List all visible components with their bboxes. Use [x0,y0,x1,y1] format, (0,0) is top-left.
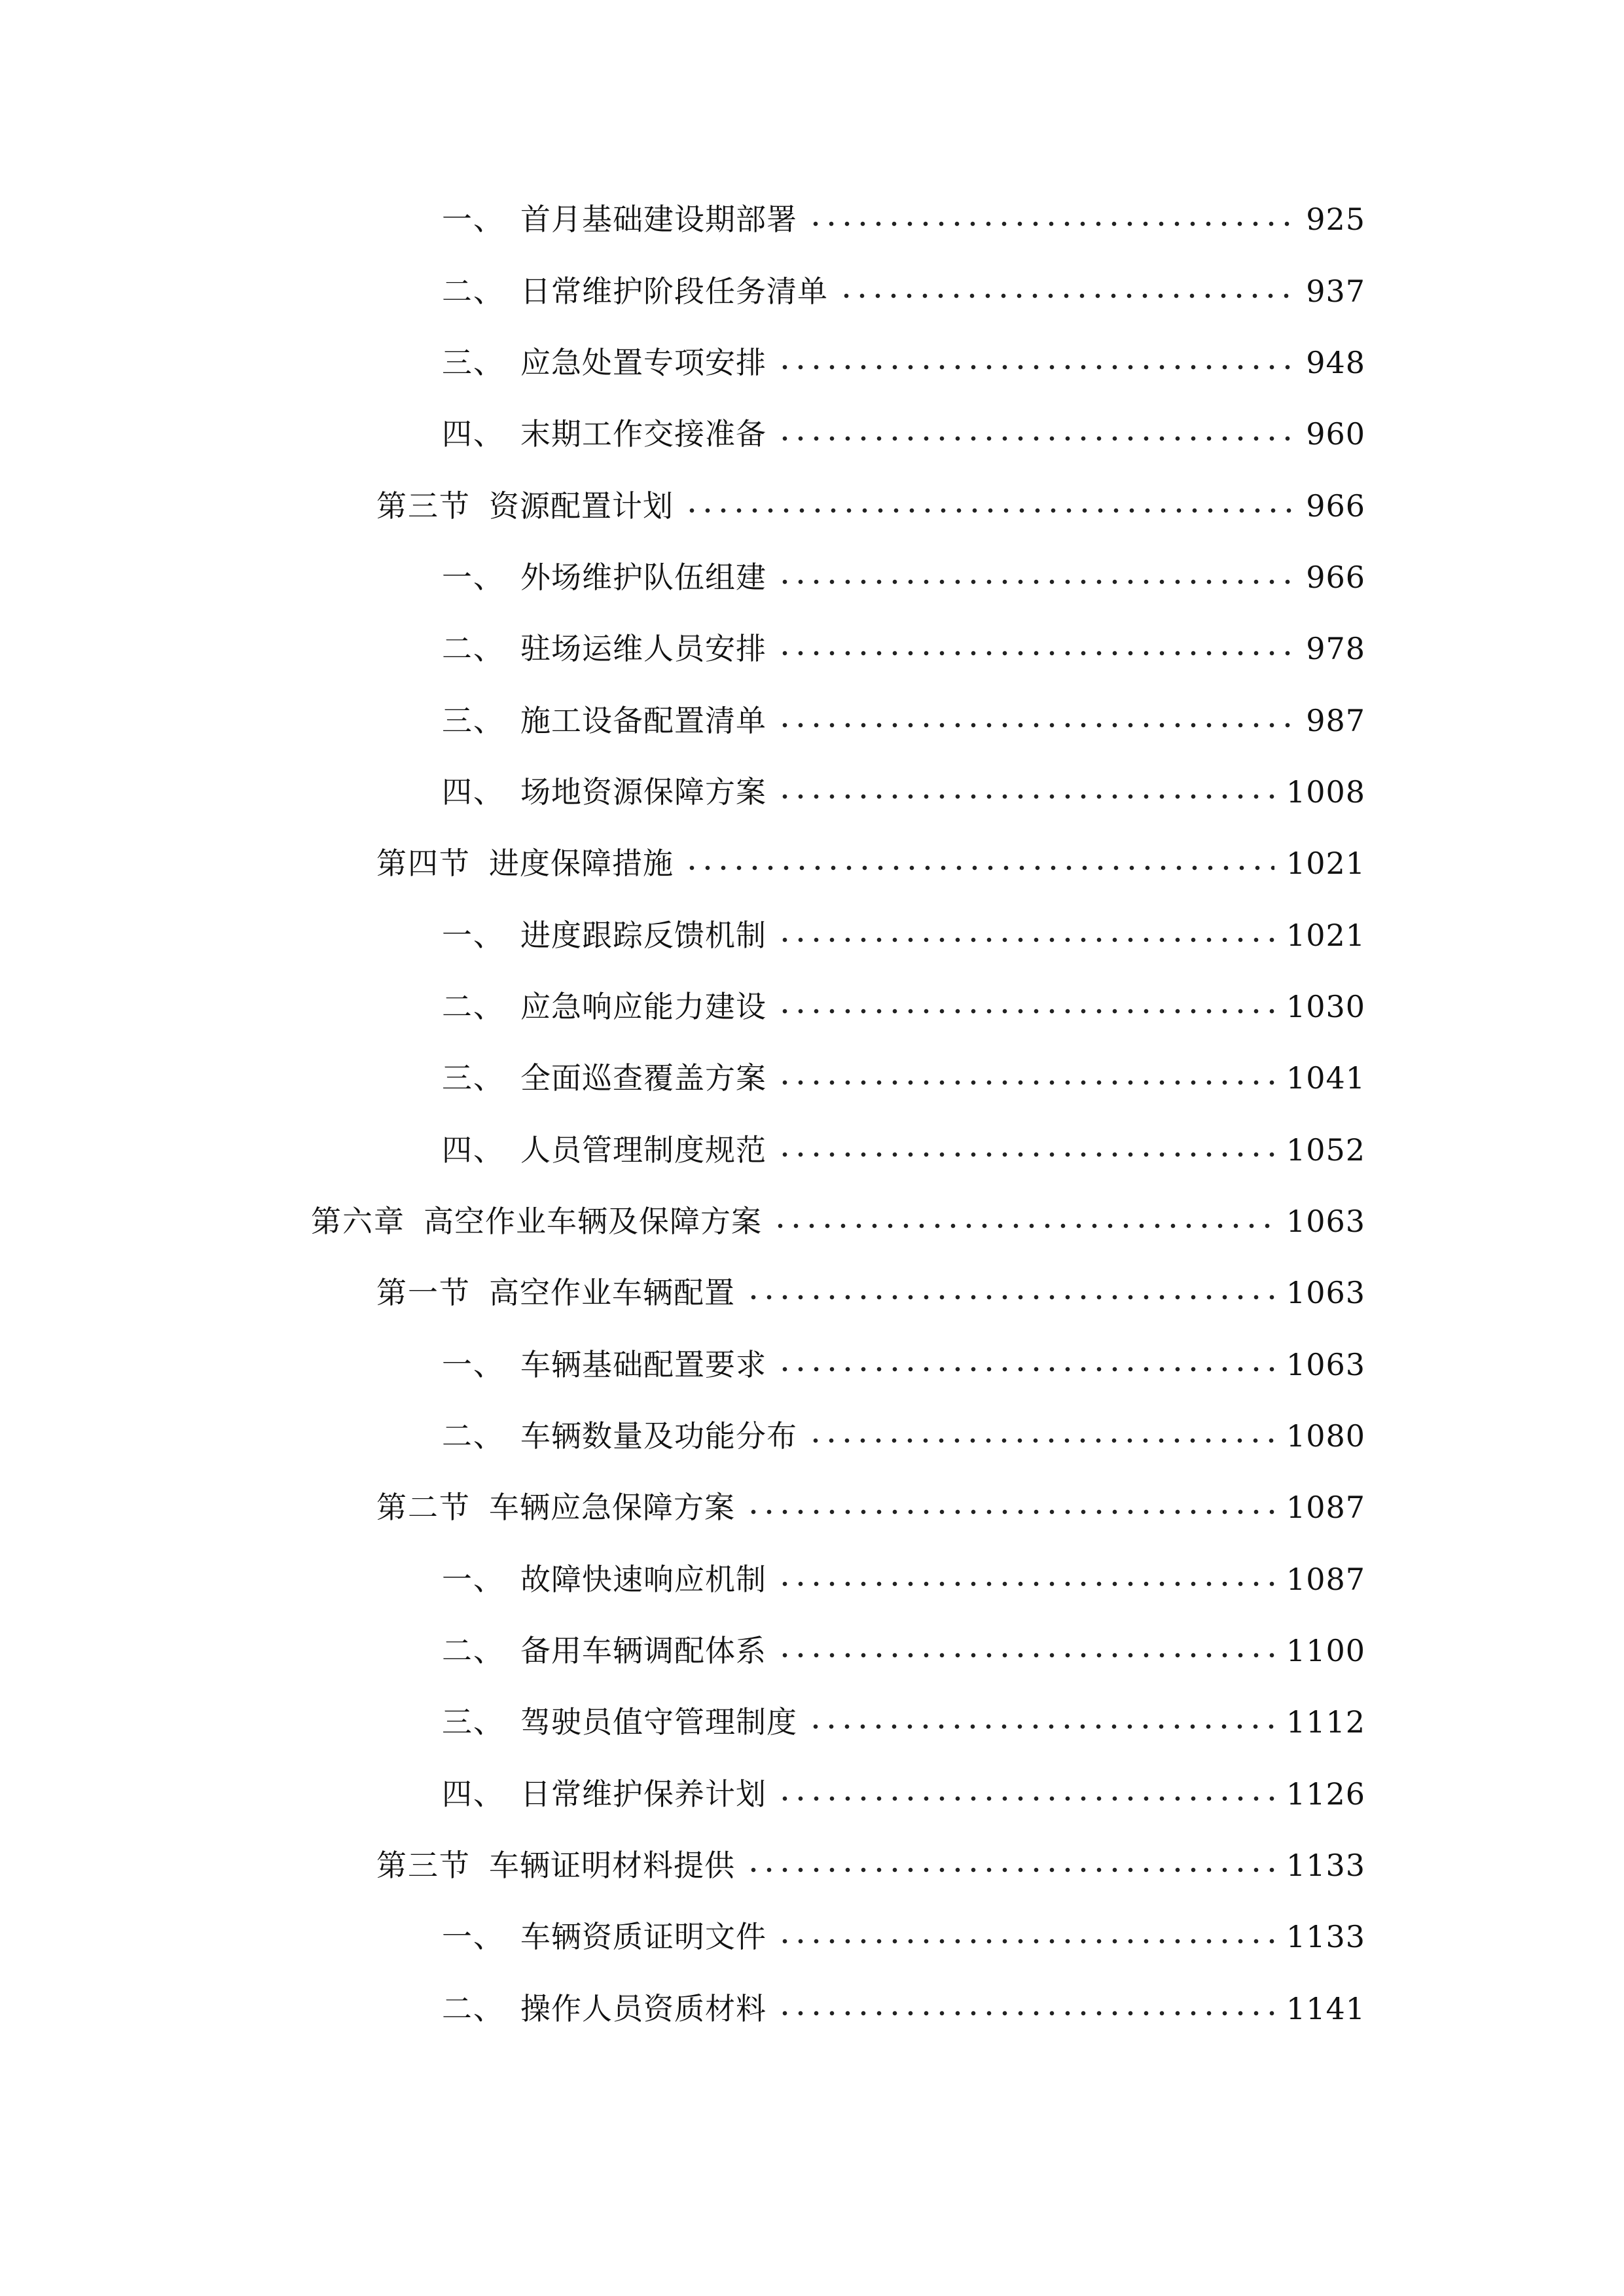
toc-entry[interactable] [376,831,1365,896]
toc-entry-number: 二、 [442,1991,505,2026]
toc-entry[interactable] [376,1833,1365,1898]
toc-entry[interactable] [442,401,1365,467]
toc-entry-label [376,1490,735,1525]
toc-entry[interactable] [442,1976,1365,2041]
toc-dot-leader [777,579,1294,584]
toc-page-number: 1133 [1286,1848,1365,1883]
toc-entry-number: 一、 [442,560,505,595]
toc-dot-leader [777,1796,1274,1801]
toc-entry-number: 四、 [442,774,505,810]
toc-entry[interactable] [442,1045,1365,1111]
toc-entry-label [442,202,797,237]
toc-entry-number: 二、 [442,989,505,1024]
toc-entry-number: 一、 [442,1347,505,1382]
toc-entry[interactable] [442,1618,1365,1683]
toc-page-number: 1063 [1286,1275,1365,1310]
toc-entry-title: 操作人员资质材料 [520,1991,767,2026]
toc-entry-number: 三、 [442,345,505,380]
toc-dot-leader [772,1223,1274,1229]
toc-page-number: 1030 [1286,989,1365,1024]
toc-entry-title: 日常维护保养计划 [520,1776,767,1812]
toc-entry-title: 日常维护阶段任务清单 [520,274,828,309]
toc-entry-label [311,1204,762,1239]
toc-entry-title: 车辆资质证明文件 [520,1919,767,1954]
toc-entry-label [442,1060,767,1096]
toc-entry-title: 高空作业车辆配置 [489,1275,735,1310]
toc-dot-leader [684,865,1274,870]
toc-entry-number: 一、 [442,202,505,237]
toc-entry[interactable] [311,1189,1365,1254]
toc-dot-leader [777,794,1274,799]
toc-entry-label [376,1848,735,1883]
toc-entry[interactable] [376,473,1365,539]
toc-page-number: 1087 [1286,1490,1365,1525]
toc-entry-title: 应急响应能力建设 [520,989,767,1024]
toc-entry[interactable] [442,1403,1365,1469]
toc-entry-label [442,1704,797,1740]
toc-entry-title: 场地资源保障方案 [520,774,767,810]
toc-entry-title: 末期工作交接准备 [520,416,767,452]
toc-page-number: 960 [1306,416,1365,452]
toc-entry-title: 车辆基础配置要求 [520,1347,767,1382]
toc-dot-leader [777,651,1294,656]
toc-entry-label [442,1776,767,1812]
toc-page-number: 1063 [1286,1204,1365,1239]
toc-entry-title: 资源配置计划 [489,488,674,524]
toc-entry-title: 车辆证明材料提供 [489,1848,735,1883]
toc-entry[interactable] [442,1761,1365,1827]
toc-entry-title: 驻场运维人员安排 [520,631,767,666]
toc-entry-title: 驾驶员值守管理制度 [520,1704,797,1740]
toc-page-number: 1052 [1286,1132,1365,1168]
toc-entry[interactable] [442,545,1365,610]
toc-page-number: 948 [1306,345,1365,380]
toc-page-number: 978 [1306,631,1365,666]
toc-entry[interactable] [442,1117,1365,1183]
toc-page-number: 1126 [1286,1776,1365,1812]
toc-page-number: 937 [1306,274,1365,309]
toc-dot-leader [777,436,1294,441]
toc-entry[interactable] [442,903,1365,968]
toc-page-number: 1133 [1286,1919,1365,1954]
toc-entry-label [442,1132,767,1168]
toc-dot-leader [777,1367,1274,1372]
toc-entry-label [442,1991,767,2026]
toc-entry-title: 备用车辆调配体系 [520,1633,767,1668]
toc-page-number: 1063 [1286,1347,1365,1382]
toc-entry-title: 高空作业车辆及保障方案 [424,1204,762,1239]
toc-entry-number: 二、 [442,1418,505,1454]
toc-dot-leader [777,1009,1274,1014]
toc-dot-leader [777,2011,1274,2016]
toc-dot-leader [777,1653,1274,1658]
toc-entry-label [442,989,767,1024]
toc-entry-label [442,1347,767,1382]
toc-dot-leader [777,1152,1274,1157]
toc-entry-label [442,631,767,666]
toc-entry-title: 车辆数量及功能分布 [520,1418,797,1454]
toc-entry[interactable] [442,1689,1365,1755]
toc-entry-number: 二、 [442,274,505,309]
toc-entry-number: 三、 [442,1704,505,1740]
toc-entry[interactable] [442,974,1365,1039]
toc-entry-title: 进度跟踪反馈机制 [520,918,767,953]
toc-entry-label [442,774,767,810]
toc-entry-label [442,416,767,452]
toc-entry-number: 第一节 [376,1275,471,1310]
toc-page-number: 1112 [1286,1704,1365,1740]
toc-dot-leader [839,293,1294,298]
toc-entry-number: 四、 [442,416,505,452]
toc-entry-number: 三、 [442,1060,505,1096]
toc-entry-title: 进度保障措施 [489,846,674,881]
toc-dot-leader [777,723,1294,728]
toc-entry-number: 一、 [442,918,505,953]
toc-page-number: 1021 [1286,846,1365,881]
toc-dot-leader [684,508,1294,513]
toc-entry-number: 四、 [442,1132,505,1168]
toc-dot-leader [777,937,1274,942]
toc-entry-label [376,488,674,524]
toc-entry-label [376,846,674,881]
toc-dot-leader [777,365,1294,370]
toc-entry-label [442,1562,767,1597]
toc-page-number: 925 [1306,202,1365,237]
toc-entry-label [376,1275,735,1310]
toc-page-number: 1100 [1286,1633,1365,1668]
toc-entry[interactable] [442,759,1365,825]
toc-entry[interactable] [442,330,1365,395]
toc-entry-title: 应急处置专项安排 [520,345,767,380]
toc-entry[interactable] [376,1475,1365,1540]
toc-entry-number: 第四节 [376,846,471,881]
toc-entry[interactable] [442,1904,1365,1969]
toc-entry-title: 车辆应急保障方案 [489,1490,735,1525]
toc-entry-number: 第三节 [376,1848,471,1883]
toc-entry-title: 外场维护队伍组建 [520,560,767,595]
toc-entry-title: 故障快速响应机制 [520,1562,767,1597]
toc-entry-number: 一、 [442,1562,505,1597]
toc-page-number: 987 [1306,703,1365,738]
toc-entry[interactable] [376,1260,1365,1325]
toc-page-number: 1041 [1286,1060,1365,1096]
toc-entry-label [442,1919,767,1954]
toc-entry[interactable] [442,1332,1365,1397]
toc-entry-label [442,560,767,595]
toc-entry-number: 第二节 [376,1490,471,1525]
toc-page-number: 1021 [1286,918,1365,953]
toc-dot-leader [808,221,1294,226]
toc-entry-number: 二、 [442,1633,505,1668]
toc-entry-label [442,918,767,953]
toc-dot-leader [777,1080,1274,1085]
toc-entry-number: 三、 [442,703,505,738]
toc-entry-title: 施工设备配置清单 [520,703,767,738]
toc-dot-leader [777,1939,1274,1944]
toc-dot-leader [746,1867,1274,1873]
toc-entry-number: 第三节 [376,488,471,524]
toc-dot-leader [746,1295,1274,1300]
toc-entry-label [442,274,828,309]
toc-entry-title: 人员管理制度规范 [520,1132,767,1168]
toc-page-number: 966 [1306,560,1365,595]
toc-entry-title: 全面巡查覆盖方案 [520,1060,767,1096]
toc-entry[interactable] [442,259,1365,324]
toc-entry-number: 二、 [442,631,505,666]
toc-entry[interactable] [442,616,1365,681]
toc-entry-title: 首月基础建设期部署 [520,202,797,237]
toc-page-number: 1141 [1286,1991,1365,2026]
toc-entry-label [442,703,767,738]
toc-dot-leader [808,1438,1274,1443]
toc-entry-number: 一、 [442,1919,505,1954]
toc-entry[interactable] [442,187,1365,252]
toc-entry-number: 第六章 [311,1204,405,1239]
toc-page-number: 966 [1306,488,1365,524]
toc-entry[interactable] [442,1547,1365,1612]
toc-page-number: 1080 [1286,1418,1365,1454]
toc-entry-number: 四、 [442,1776,505,1812]
toc-page-number: 1008 [1286,774,1365,810]
toc-dot-leader [746,1509,1274,1515]
toc-entry-label [442,1633,767,1668]
toc-entry-label [442,1418,797,1454]
toc-dot-leader [808,1724,1274,1729]
toc-dot-leader [777,1581,1274,1587]
toc-entry-label [442,345,767,380]
toc-entry[interactable] [442,688,1365,753]
toc-page-number: 1087 [1286,1562,1365,1597]
